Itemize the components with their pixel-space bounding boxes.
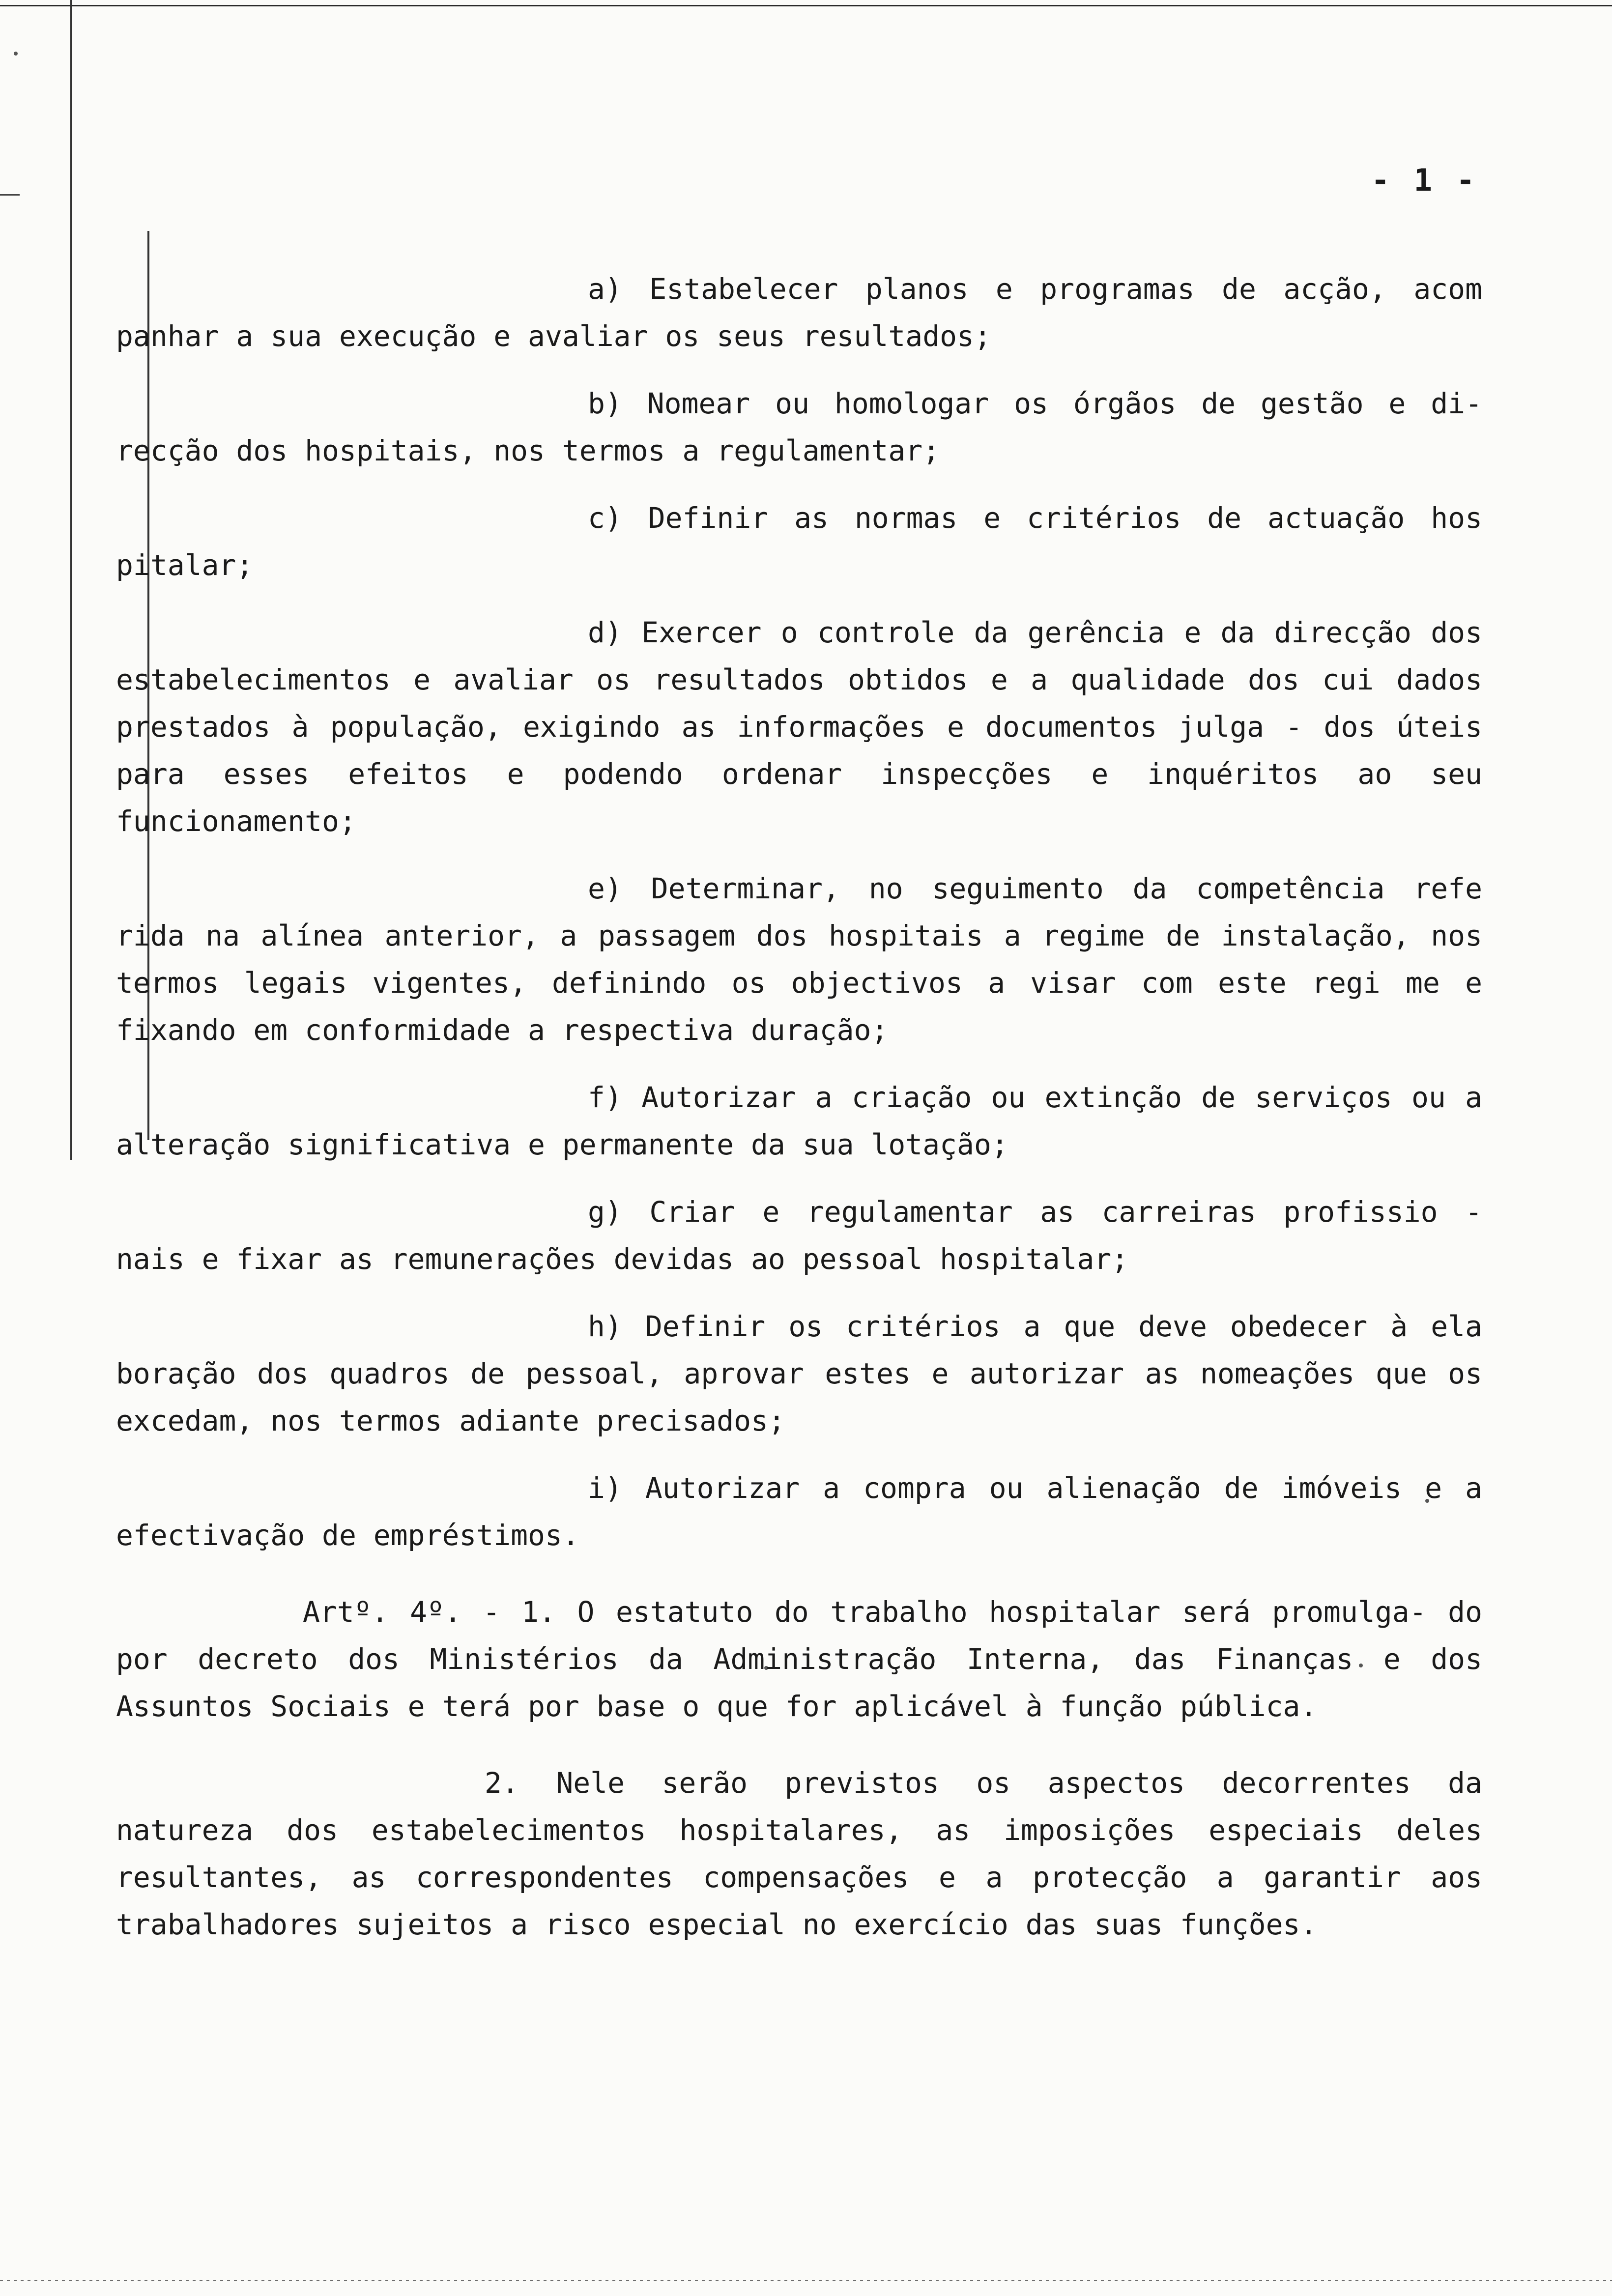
paragraph-b [116, 380, 1482, 474]
paragraph-rest: recção dos hospitais, nos termos a regulamentar; [116, 434, 940, 467]
article-item-lead: 2. Nele serão previstos os aspectos decorrentes da [485, 1766, 1482, 1800]
article-4-paragraph-2 [116, 1759, 1482, 1948]
paragraph-rest: dos estabelecimentos e avaliar os resultados obtidos e a qualidade dos cui dados prestados à população, exigindo as informações e documentos julga - dos úteis para esses efeitos e podendo ordenar inspecções e inquéritos ao seu funcionamento; [116, 616, 1482, 838]
left-margin-rule [70, 0, 72, 1160]
paragraph-lead: f) Autorizar a criação ou extinção de serviços [588, 1081, 1392, 1114]
paragraph-lead: a) Estabelecer planos e programas de acção, acom [588, 272, 1482, 306]
article-body: do por decreto dos Ministérios da Administração Interna, das Finanças e dos Assuntos Sociais e terá por base o que for aplicável à função pública. [116, 1595, 1482, 1723]
paragraph-lead: h) Definir os critérios a que deve obedecer à ela [588, 1310, 1482, 1343]
paragraph-lead: c) Definir as normas e critérios de actuação hos [588, 501, 1482, 535]
paragraph-lead: i) Autorizar a compra ou alienação de imóveis e [588, 1471, 1442, 1505]
paragraph-rest: ou a alteração significativa e permanente da sua lotação; [116, 1081, 1482, 1161]
paragraph-rest: nais e fixar as remunerações devidas ao pessoal hospitalar; [116, 1242, 1129, 1276]
paragraph-lead: d) Exercer o controle da gerência e da direcção [588, 616, 1411, 649]
speck [14, 52, 18, 56]
paragraph-rest: boração dos quadros de pessoal, aprovar estes e autorizar as nomeações que os excedam, nos termos adiante precisados; [116, 1357, 1482, 1437]
paragraph-c [116, 494, 1482, 589]
article-item-body: natureza dos estabelecimentos hospitalares, as imposições especiais deles resultantes, as correspondentes compensações e a protecção a garantir aos trabalhadores sujeitos a risco especial no exercício das suas funções. [116, 1813, 1482, 1941]
page-number: - 1 - [1371, 162, 1478, 198]
paragraph-f [116, 1074, 1482, 1168]
article-4-paragraph-1 [116, 1588, 1482, 1730]
paragraph-e [116, 865, 1482, 1054]
paragraph-rest: a efectivação de empréstimos. [116, 1471, 1482, 1552]
paragraph-rest: rida na alínea anterior, a passagem dos hospitais a regime de instalação, nos termos legais vigentes, definindo os objectivos a visar com este regi me e fixando em conformidade a respectiva duração; [116, 919, 1482, 1047]
paragraph-lead: e) Determinar, no seguimento da competência refe [588, 872, 1482, 905]
paragraph-a [116, 265, 1482, 360]
article-heading: Artº. 4º. - 1. O estatuto do trabalho hospitalar será promulga- [303, 1595, 1427, 1629]
paragraph-lead: g) Criar e regulamentar as carreiras profissio - [588, 1195, 1482, 1229]
paragraph-rest: panhar a sua execução e avaliar os seus resultados; [116, 319, 991, 353]
paragraph-lead: b) Nomear ou homologar os órgãos de gestão e di- [588, 387, 1482, 420]
paragraph-d [116, 609, 1482, 845]
paragraph-i [116, 1464, 1482, 1559]
document-body [116, 265, 1482, 1968]
paragraph-rest: pitalar; [116, 548, 254, 582]
paragraph-g [116, 1188, 1482, 1283]
margin-tick [0, 194, 20, 196]
top-border-line [0, 5, 1612, 6]
paragraph-h [116, 1303, 1482, 1444]
bottom-edge-marks [0, 2280, 1612, 2281]
